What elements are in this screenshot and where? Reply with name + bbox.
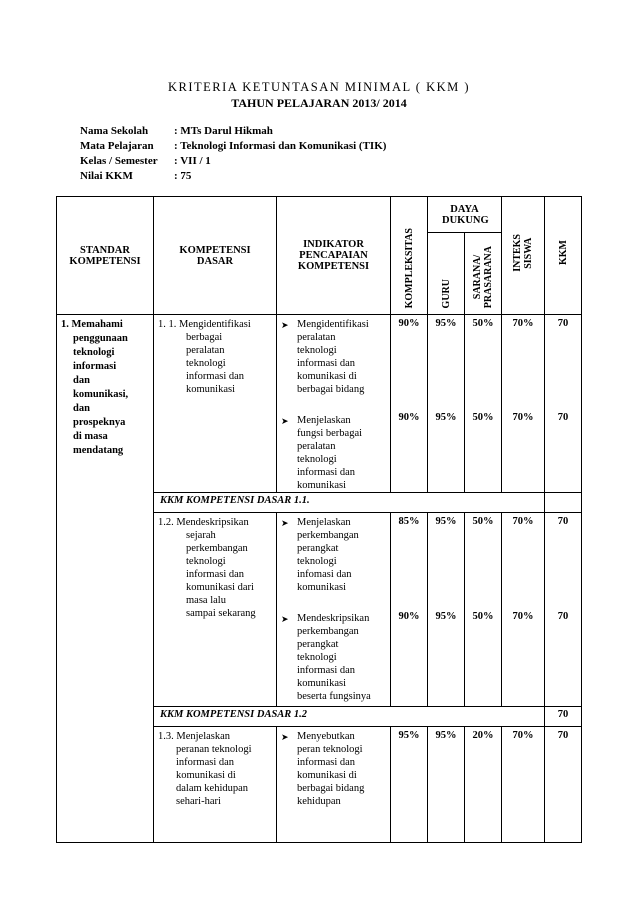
info-row xyxy=(80,155,386,170)
spacer xyxy=(281,396,386,414)
value: 95% xyxy=(435,412,457,423)
ik-line: Menjelaskan xyxy=(297,415,351,426)
indicator-text xyxy=(297,612,371,703)
header-kkm-label: KKM xyxy=(557,240,569,265)
ik-line: komunikasi di xyxy=(297,770,357,781)
value: 90% xyxy=(398,318,420,329)
sk-line: mendatang xyxy=(73,445,124,456)
ik-line: peran teknologi xyxy=(297,744,363,755)
ik-line: perangkat xyxy=(297,543,339,554)
indicator-item xyxy=(281,414,386,492)
ik-line: informasi dan xyxy=(297,665,356,676)
header-kkm xyxy=(545,197,582,315)
value: 70% xyxy=(512,318,534,329)
sk-line: 1. Memahami xyxy=(61,319,123,330)
ik-line: perkembangan xyxy=(297,626,359,637)
info-key: Nilai KKM xyxy=(80,170,133,182)
header-inteks xyxy=(502,197,545,315)
kd-line: masa lalu xyxy=(186,595,226,606)
kd-line: informasi dan xyxy=(186,569,245,580)
kompleksitas-values xyxy=(391,513,428,707)
sk-line: informasi xyxy=(73,361,117,372)
inteks-values xyxy=(502,315,545,493)
spacer xyxy=(391,329,427,412)
info-key: Nama Sekolah xyxy=(80,125,149,137)
kd-line: sampai sekarang xyxy=(186,608,256,619)
value: 70 xyxy=(557,611,569,622)
header-kompleksitas xyxy=(391,197,428,315)
ik-line: teknologi xyxy=(297,454,337,465)
indikator-cell xyxy=(277,513,391,707)
ik-line: berbagai bidang xyxy=(297,783,365,794)
guru-value: 95% xyxy=(428,727,465,843)
kd-line: sejarah xyxy=(186,530,216,541)
ik-line: teknologi xyxy=(297,652,337,663)
spacer xyxy=(391,527,427,611)
kd-line: peranan teknologi xyxy=(176,744,252,755)
header-guru xyxy=(428,233,465,315)
arrow-bullet-icon: ➤ xyxy=(281,320,289,330)
info-value: : 75 xyxy=(174,170,192,182)
indikator-cell xyxy=(277,727,391,843)
arrow-bullet-icon: ➤ xyxy=(281,732,289,742)
kompleksitas-value: 95% xyxy=(391,727,428,843)
spacer xyxy=(281,594,386,612)
kd-line: informasi dan xyxy=(176,757,235,768)
guru-values xyxy=(428,513,465,707)
ik-line: perkembangan xyxy=(297,530,359,541)
sk-indent xyxy=(61,332,149,458)
kd-line: komunikasi xyxy=(186,384,235,395)
ik-line: Mengidentifikasi xyxy=(297,319,369,330)
info-row xyxy=(80,125,386,140)
header-daya-dukung: DAYA DUKUNG xyxy=(428,197,502,233)
value: 50% xyxy=(472,516,494,527)
value: 70 xyxy=(557,412,569,423)
spacer xyxy=(502,329,544,412)
value: 50% xyxy=(472,611,494,622)
sk-line: penggunaan xyxy=(73,333,128,344)
indicator-text xyxy=(297,730,364,808)
kd-line: dalam kehidupan xyxy=(176,783,249,794)
sarana-values xyxy=(465,513,502,707)
header-inteks-line1: INTEKS xyxy=(512,233,523,272)
spacer xyxy=(465,329,501,412)
info-row xyxy=(80,170,386,185)
kkm-table xyxy=(56,196,582,843)
kd-line: teknologi xyxy=(186,358,226,369)
sarana-value: 20% xyxy=(465,727,502,843)
sarana-values xyxy=(465,315,502,493)
info-key: Mata Pelajaran xyxy=(80,140,154,152)
info-value: : MTs Darul Hikmah xyxy=(174,125,273,137)
kkm-values xyxy=(545,315,582,493)
kkm-value: 70 xyxy=(545,727,582,843)
ik-line: komunikasi xyxy=(297,582,346,593)
kkm-kd-1-1-summary: KKM KOMPETENSI DASAR 1.1. xyxy=(154,493,545,513)
ik-line: informasi dan xyxy=(297,757,356,768)
arrow-bullet-icon: ➤ xyxy=(281,614,289,624)
value: 70 xyxy=(557,318,569,329)
ik-line: kehidupan xyxy=(297,796,341,807)
ik-line: komunikasi di xyxy=(297,371,357,382)
sk-line: di masa xyxy=(73,431,108,442)
arrow-bullet-icon: ➤ xyxy=(281,416,289,426)
kkm-kd-1-2-value: 70 xyxy=(545,707,582,727)
value: 95% xyxy=(435,516,457,527)
kompleksitas-values xyxy=(391,315,428,493)
ik-line: Mendeskripsikan xyxy=(297,613,370,624)
kd-line: 1. 1. Mengidentifikasi xyxy=(158,319,251,330)
spacer xyxy=(428,527,464,611)
kompetensi-dasar-1-1 xyxy=(154,315,277,493)
value: 95% xyxy=(435,318,457,329)
header-standar: STANDAR KOMPETENSI xyxy=(57,197,154,315)
spacer xyxy=(545,329,581,412)
sk-line: teknologi xyxy=(73,347,115,358)
kkm-values xyxy=(545,513,582,707)
value: 70% xyxy=(512,412,534,423)
ik-line: informasi dan xyxy=(297,358,356,369)
guru-values xyxy=(428,315,465,493)
indicator-item xyxy=(281,516,386,594)
ik-line: peralatan xyxy=(297,332,336,343)
ik-line: fungsi berbagai xyxy=(297,428,363,439)
standar-kompetensi-cell xyxy=(57,315,154,843)
ik-line: beserta fungsinya xyxy=(297,691,371,702)
indicator-item xyxy=(281,612,386,703)
indicator-item xyxy=(281,318,386,396)
ik-line: infomasi dan xyxy=(297,569,352,580)
value: 70 xyxy=(557,516,569,527)
info-value: : VII / 1 xyxy=(174,155,211,167)
header-sarana xyxy=(465,233,502,315)
value: 85% xyxy=(398,516,420,527)
info-row xyxy=(80,140,386,155)
header-sarana-label xyxy=(472,246,494,308)
header-kompetensi: KOMPETENSI DASAR xyxy=(154,197,277,315)
header-indikator: INDIKATOR PENCAPAIAN KOMPETENSI xyxy=(277,197,391,315)
header-sarana-line2: PRASARANA xyxy=(483,245,494,308)
header-inteks-label xyxy=(512,234,534,272)
arrow-bullet-icon: ➤ xyxy=(281,518,289,528)
kd-line: komunikasi dari xyxy=(186,582,254,593)
indicator-item xyxy=(281,730,386,808)
sk-line: dan xyxy=(73,403,90,414)
ik-line: teknologi xyxy=(297,556,337,567)
spacer xyxy=(465,527,501,611)
value: 90% xyxy=(398,412,420,423)
header-inteks-line2: SISWA xyxy=(523,236,534,269)
kompetensi-dasar-1-3 xyxy=(154,727,277,843)
spacer xyxy=(545,527,581,611)
kd-line: perkembangan xyxy=(186,543,248,554)
document-title: KRITERIA KETUNTASAN MINIMAL ( KKM ) xyxy=(167,80,471,94)
school-info xyxy=(80,125,386,185)
ik-line: komunikasi xyxy=(297,678,346,689)
kd-line: 1.2. Mendeskripsikan xyxy=(158,517,249,528)
spacer xyxy=(502,527,544,611)
info-key: Kelas / Semester xyxy=(80,155,158,167)
kd-line: 1.3. Menjelaskan xyxy=(158,731,231,742)
ik-line: Menjelaskan xyxy=(297,517,351,528)
kkm-kd-1-2-summary: KKM KOMPETENSI DASAR 1.2 xyxy=(154,707,545,727)
ik-line: informasi dan xyxy=(297,467,356,478)
sk-line: prospeknya xyxy=(73,417,126,428)
ik-line: perangkat xyxy=(297,639,339,650)
value: 70% xyxy=(512,516,534,527)
ik-line: peralatan xyxy=(297,441,336,452)
ik-line: Menyebutkan xyxy=(297,731,355,742)
value: 95% xyxy=(435,611,457,622)
document-subtitle: TAHUN PELAJARAN 2013/ 2014 xyxy=(231,96,407,110)
spacer xyxy=(428,329,464,412)
kd-line: informasi dan xyxy=(186,371,245,382)
value: 50% xyxy=(472,318,494,329)
inteks-value: 70% xyxy=(502,727,545,843)
value: 50% xyxy=(472,412,494,423)
kkm-kd-1-1-value xyxy=(545,493,582,513)
header-kompleksitas-label: KOMPLEKSITAS xyxy=(403,227,415,308)
value: 70% xyxy=(512,611,534,622)
ik-line: teknologi xyxy=(297,345,337,356)
kd-line: komunikasi di xyxy=(176,770,236,781)
sk-line: komunikasi, xyxy=(73,389,129,400)
indikator-cell xyxy=(277,315,391,493)
kd-line: berbagai xyxy=(186,332,223,343)
header-guru-label: GURU xyxy=(440,278,452,308)
kd-line: teknologi xyxy=(186,556,226,567)
ik-line: berbagai bidang xyxy=(297,384,365,395)
value: 90% xyxy=(398,611,420,622)
header-sarana-line1: SARANA/ xyxy=(472,254,483,300)
kd-line: sehari-hari xyxy=(176,796,221,807)
indicator-text xyxy=(297,318,369,396)
kompetensi-dasar-1-2 xyxy=(154,513,277,707)
kd-line: peralatan xyxy=(186,345,225,356)
inteks-values xyxy=(502,513,545,707)
ik-line: komunikasi xyxy=(297,480,346,491)
indicator-text xyxy=(297,414,362,492)
info-value: : Teknologi Informasi dan Komunikasi (TIK) xyxy=(174,140,387,152)
sk-line: dan xyxy=(73,375,90,386)
indicator-text xyxy=(297,516,359,594)
